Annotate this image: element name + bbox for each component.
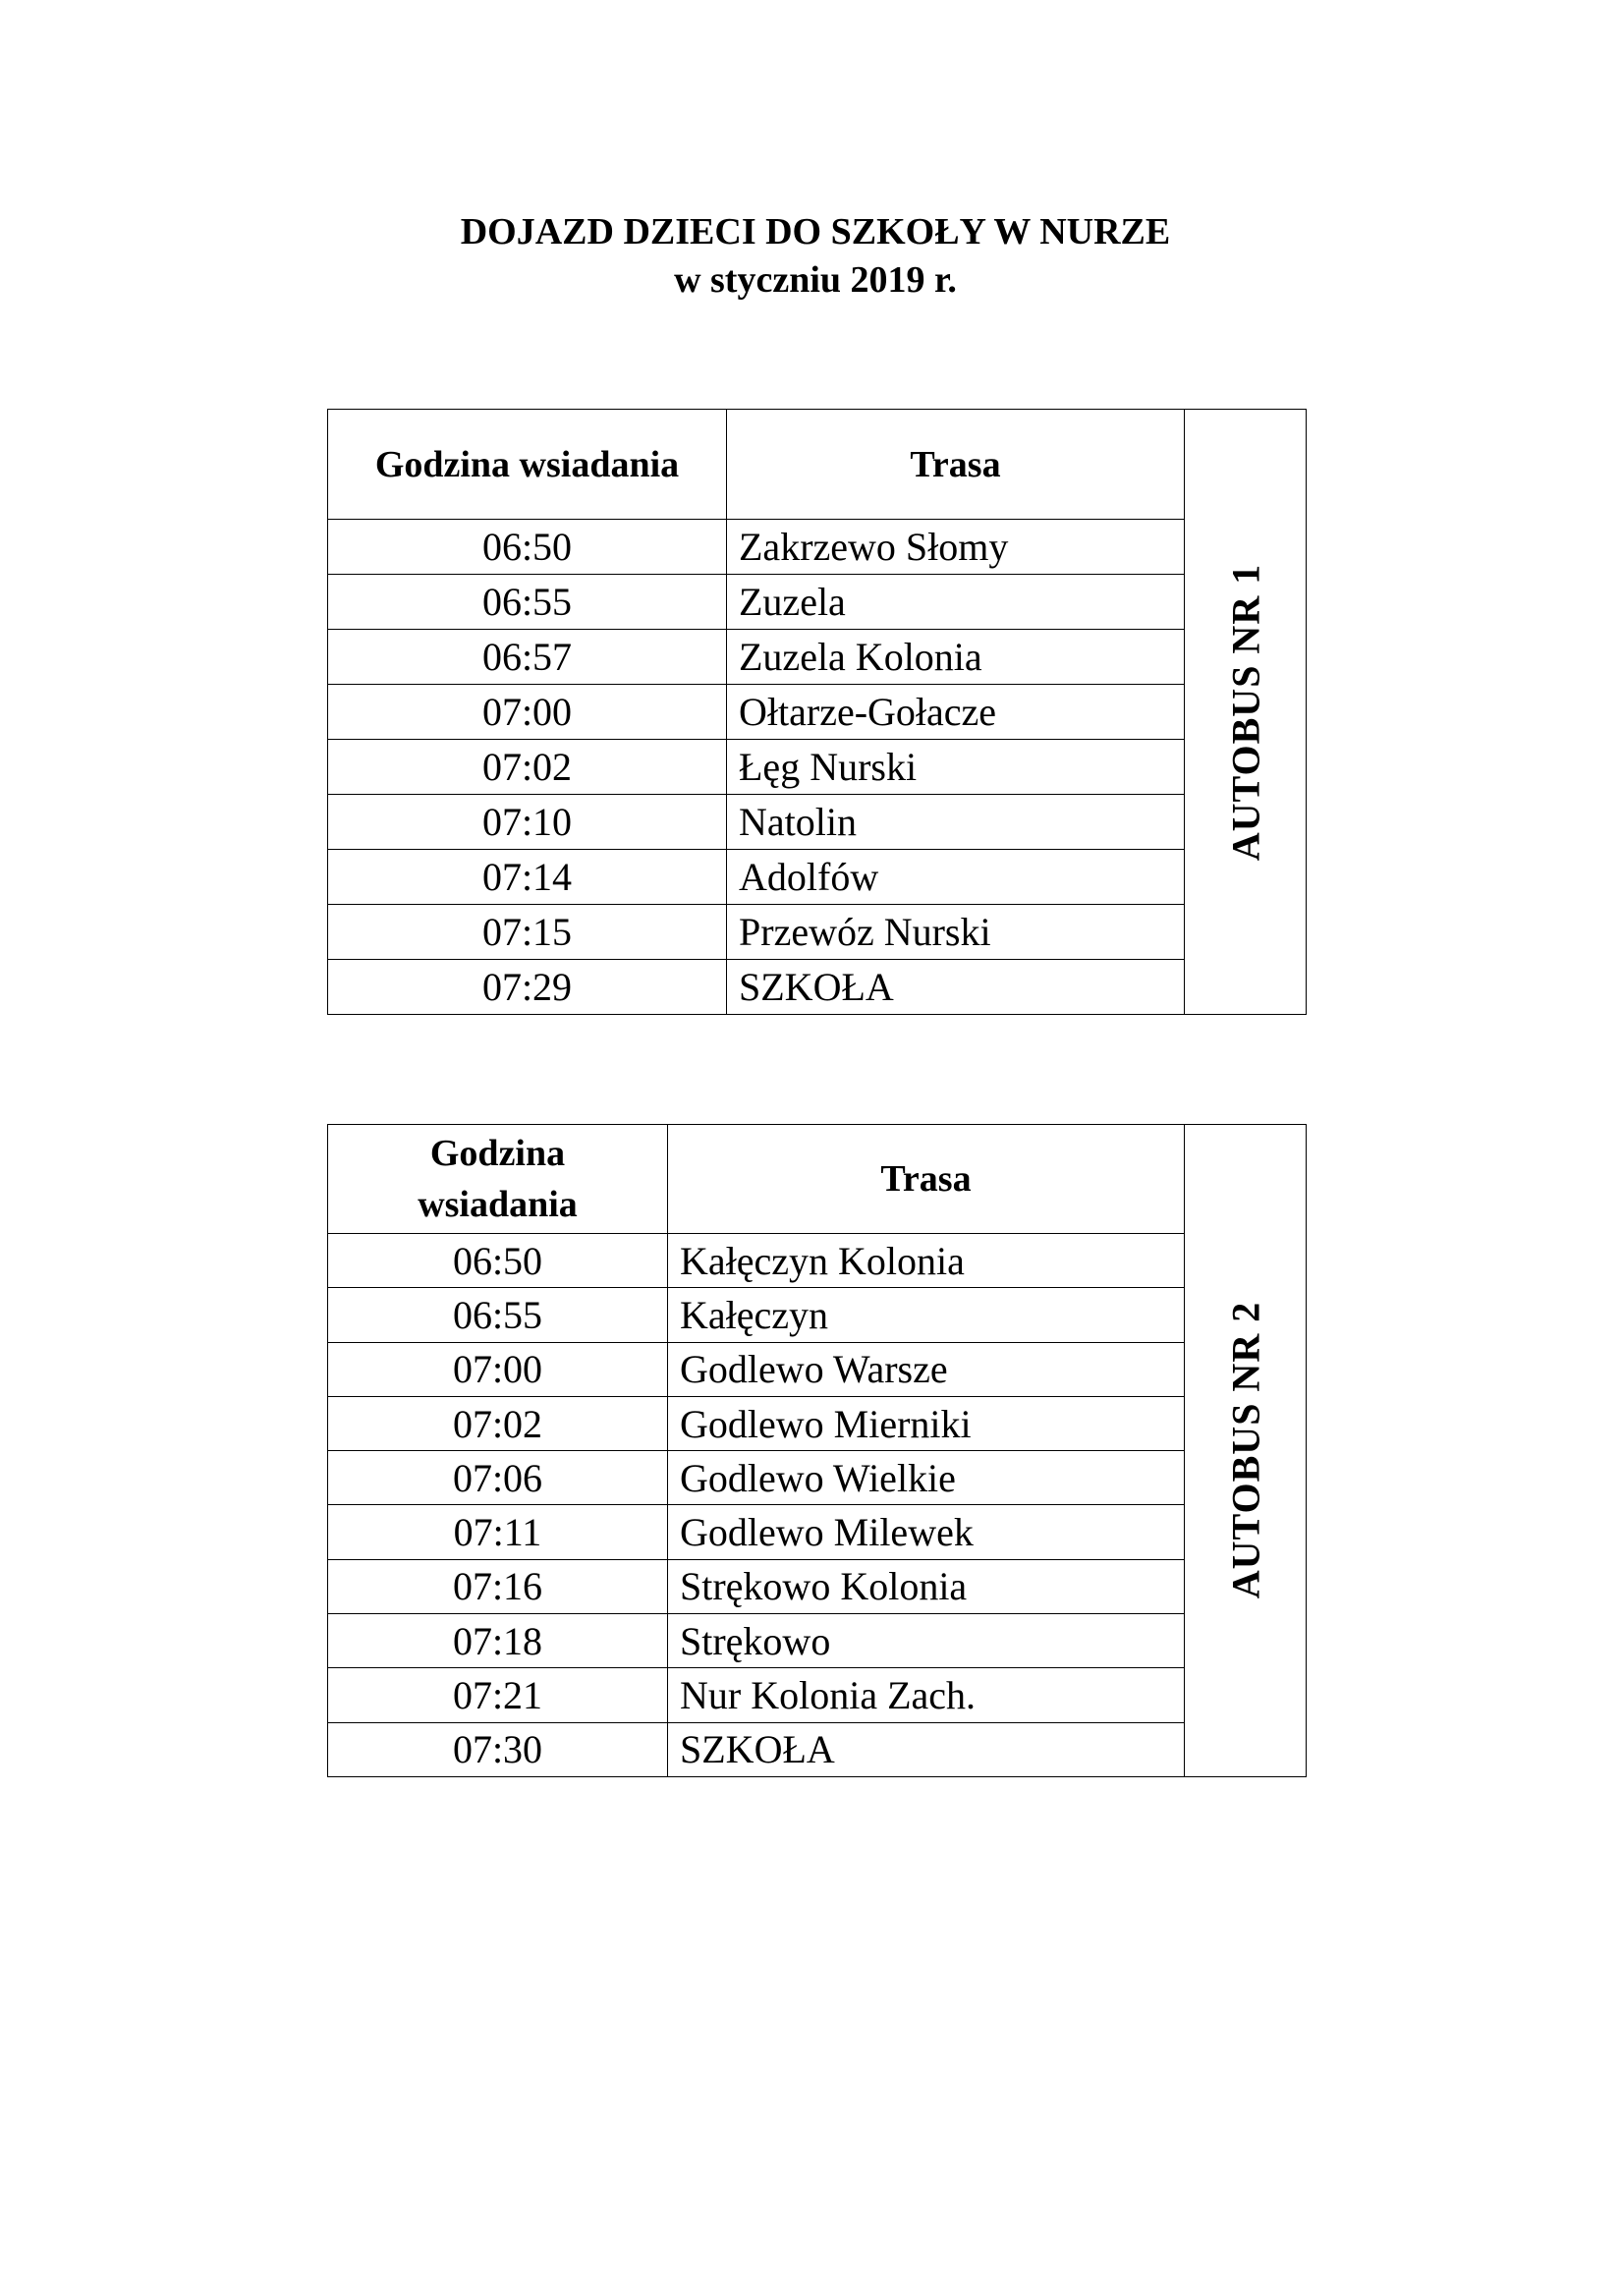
route-stop: SZKOŁA [668,1722,1185,1776]
route-stop: Strękowo Kolonia [668,1559,1185,1613]
departure-time: 07:30 [328,1722,668,1776]
route-stop: Ołtarze-Gołacze [727,685,1185,740]
departure-time: 06:55 [328,575,727,630]
route-stop: Strękowo [668,1614,1185,1668]
table-row [328,1722,1307,1776]
bus-1-schedule-table [327,409,1307,1015]
table-header-row [328,1125,1307,1234]
bus-label-cell [1185,410,1307,1015]
bus-label: AUTOBUS NR 1 [1223,563,1267,861]
bus-label-cell [1185,1125,1307,1777]
table-row [328,850,1307,905]
header-route: Trasa [668,1125,1185,1234]
departure-time: 07:11 [328,1505,668,1559]
departure-time: 07:18 [328,1614,668,1668]
route-stop: Godlewo Milewek [668,1505,1185,1559]
route-stop: Nur Kolonia Zach. [668,1668,1185,1722]
table-row [328,1396,1307,1450]
departure-time: 07:10 [328,795,727,850]
departure-time: 06:50 [328,1234,668,1288]
header-time [328,1125,668,1234]
route-stop: Godlewo Wielkie [668,1451,1185,1505]
table-row [328,1614,1307,1668]
table-row [328,630,1307,685]
table-row [328,1234,1307,1288]
route-stop: Zuzela [727,575,1185,630]
table-row [328,1668,1307,1722]
departure-time: 07:06 [328,1451,668,1505]
departure-time: 07:00 [328,1342,668,1396]
route-stop: Zakrzewo Słomy [727,520,1185,575]
table-row [328,740,1307,795]
route-stop: Kałęczyn [668,1288,1185,1342]
departure-time: 06:55 [328,1288,668,1342]
title-line-2: w styczniu 2019 r. [674,259,957,301]
departure-time: 07:14 [328,850,727,905]
departure-time: 06:50 [328,520,727,575]
table-row [328,905,1307,960]
header-route: Trasa [727,410,1185,520]
table-header-row [328,410,1307,520]
route-stop: Adolfów [727,850,1185,905]
route-stop: Zuzela Kolonia [727,630,1185,685]
table-row [328,1288,1307,1342]
header-time-line-1: Godzina [429,1133,566,1174]
route-stop: Przewóz Nurski [727,905,1185,960]
departure-time: 07:15 [328,905,727,960]
table-row [328,1451,1307,1505]
departure-time: 07:16 [328,1559,668,1613]
departure-time: 07:29 [328,960,727,1015]
route-stop: Natolin [727,795,1185,850]
departure-time: 07:21 [328,1668,668,1722]
departure-time: 07:02 [328,1396,668,1450]
table-row [328,575,1307,630]
header-time-line-2: wsiadania [418,1184,578,1225]
table-row [328,520,1307,575]
title-line-1: DOJAZD DZIECI DO SZKOŁY W NURZE [460,211,1171,252]
table-row [328,1559,1307,1613]
header-time: Godzina wsiadania [328,410,727,520]
bus-2-schedule-table [327,1124,1307,1777]
departure-time: 06:57 [328,630,727,685]
route-stop: SZKOŁA [727,960,1185,1015]
route-stop: Godlewo Mierniki [668,1396,1185,1450]
route-stop: Kałęczyn Kolonia [668,1234,1185,1288]
table-row [328,685,1307,740]
route-stop: Godlewo Warsze [668,1342,1185,1396]
table-row [328,960,1307,1015]
document-title [0,208,1621,305]
table-row [328,1505,1307,1559]
route-stop: Łęg Nurski [727,740,1185,795]
departure-time: 07:00 [328,685,727,740]
bus-label: AUTOBUS NR 2 [1223,1302,1267,1599]
departure-time: 07:02 [328,740,727,795]
table-row [328,1342,1307,1396]
table-row [328,795,1307,850]
